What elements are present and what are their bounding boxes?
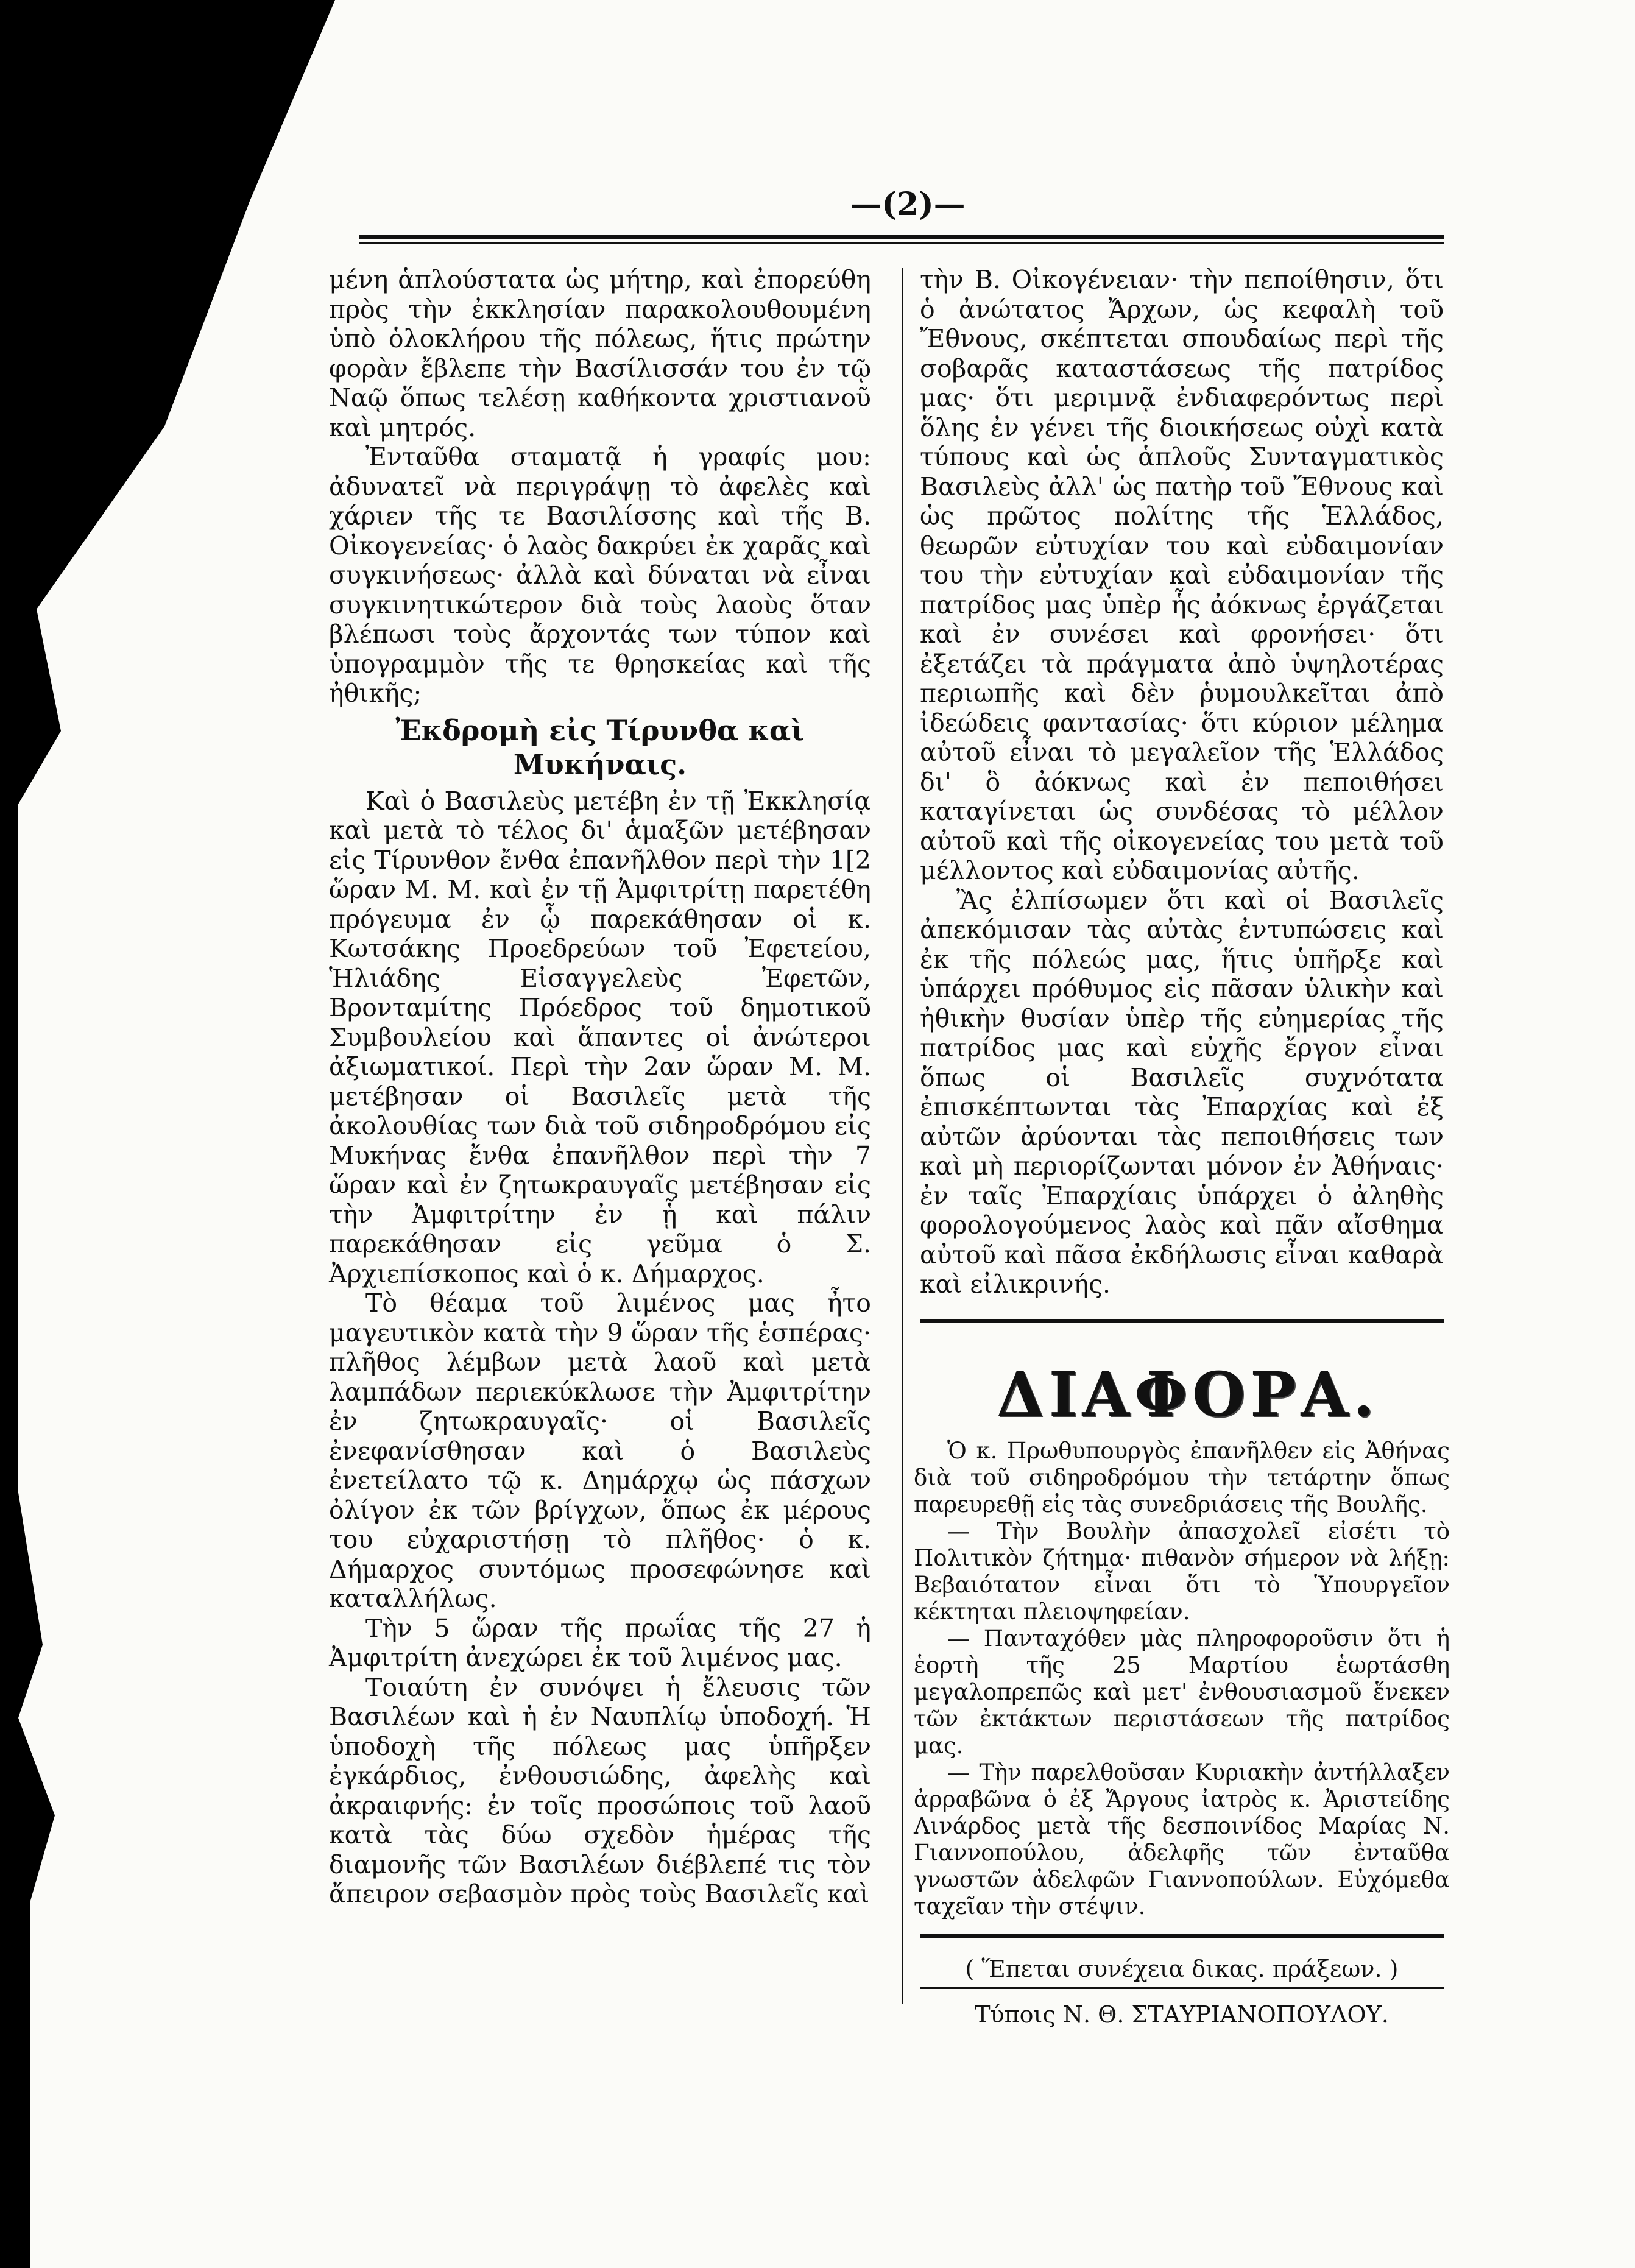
- news-item: — Τὴν Βουλὴν ἀπασχολεῖ εἰσέτι τὸ Πολιτικὸν ζήτημα· πιθανὸν σήμερον νὰ λήξῃ: Βεβαιότατον εἶναι ὅτι τὸ Ὑπουργεῖον κέκτηται πλειοψηφείαν.: [914, 1518, 1450, 1625]
- paragraph: Τὴν 5 ὥραν τῆς πρωΐας τῆς 27 ἡ Ἀμφιτρίτη ἀνεχώρει ἐκ τοῦ λιμένος μας.: [329, 1613, 871, 1672]
- column-divider: [902, 268, 903, 2004]
- paragraph: μένη ἁπλούστατα ὡς μήτηρ, καὶ ἐπορεύθη πρὸς τὴν ἐκκλησίαν παρακολουθουμένη ὑπὸ ὁλοκλήρου τῆς πόλεως, ἥτις πρώτην φορὰν ἔβλεπε τὴν Βασίλισσάν του ἐν τῷ Ναῷ ὅπως τελέσῃ καθήκοντα χριστιανοῦ καὶ μητρός.: [329, 265, 871, 442]
- section-title: ΔΙΑΦΟΡΑ.: [997, 1358, 1379, 1430]
- news-item: Ὁ κ. Πρωθυπουργὸς ἐπανῆλθεν εἰς Ἀθήνας διὰ τοῦ σιδηροδρόμου τὴν τετάρτην ὅπως παρευρεθῇ εἰς τὰς συνεδριάσεις τῆς Βουλῆς.: [914, 1438, 1450, 1517]
- left-column: [329, 265, 871, 1909]
- right-column: [920, 265, 1444, 1299]
- news-item: — Τὴν παρελθοῦσαν Κυριακὴν ἀντήλλαξεν ἀρραβῶνα ὁ ἐξ Ἄργους ἰατρὸς κ. Ἀριστείδης Λινάρδος μετὰ τῆς δεσποινίδος Μαρίας Ν. Γιαννοπούλου, ἀδελφῆς τῶν ἐνταῦθα γνωστῶν ἀδελφῶν Γιαννοπούλων. Εὐχόμεθα ταχεῖαν τὴν στέψιν.: [914, 1759, 1450, 1920]
- top-rule: [359, 235, 1444, 239]
- top-rule-thin: [359, 242, 1444, 244]
- paragraph: Τὸ θέαμα τοῦ λιμένος μας ἦτο μαγευτικὸν κατὰ τὴν 9 ὥραν τῆς ἑσπέρας· πλῆθος λέμβων μετὰ λαοῦ καὶ μετὰ λαμπάδων περιεκύκλωσε τὴν Ἀμφιτρίτην ἐν ζητωκραυγαῖς· οἱ Βασιλεῖς ἐνεφανίσθησαν καὶ ὁ Βασιλεὺς ἐνετείλατο τῷ κ. Δημάρχῳ ὡς πάσχων ὀλίγον ἐκ τῶν βρίγχων, ὅπως ἐκ μέρους του εὐχαριστήσῃ τὸ πλῆθος· ὁ κ. Δήμαρχος συντόμως προσεφώνησε καὶ καταλλήλως.: [329, 1288, 871, 1613]
- paragraph: Ἐνταῦθα σταματᾷ ἡ γραφίς μου: ἀδυνατεῖ νὰ περιγράψῃ τὸ ἀφελὲς καὶ χάριεν τῆς τε Βασιλίσσης καὶ τῆς Β. Οἰκογενείας· ὁ λαὸς δακρύει ἐκ χαρᾶς καὶ συγκινήσεως· ἀλλὰ καὶ δύναται νὰ εἶναι συγκινητικώτερον διὰ τοὺς λαοὺς ὅταν βλέπωσι τοὺς ἄρχοντάς των τύπον καὶ ὑπογραμμὸν τῆς τε θρησκείας καὶ τῆς ἠθικῆς;: [329, 442, 871, 708]
- footer-rule: [920, 1934, 1444, 1938]
- paragraph: Καὶ ὁ Βασιλεὺς μετέβη ἐν τῇ Ἐκκλησίᾳ καὶ μετὰ τὸ τέλος δι' ἁμαξῶν μετέβησαν εἰς Τίρυνθον ἔνθα ἐπανῆλθον περὶ τὴν 1[2 ὥραν Μ. Μ. καὶ ἐν τῇ Ἀμφιτρίτῃ παρετέθη πρόγευμα ἐν ᾧ παρεκάθησαν οἱ κ. Κωτσάκης Προεδρεύων τοῦ Ἐφετείου, Ἡλιάδης Εἰσαγγελεὺς Ἐφετῶν, Βρονταμίτης Πρόεδρος τοῦ δημοτικοῦ Συμβουλείου καὶ ἅπαντες οἱ ἀνώτεροι ἀξιωματικοί. Περὶ τὴν 2αν ὥραν Μ. Μ. μετέβησαν οἱ Βασιλεῖς μετὰ τῆς ἀκολουθίας των διὰ τοῦ σιδηροδρόμου εἰς Μυκήνας ἔνθα ἐπανῆλθον περὶ τὴν 7 ὥραν καὶ ἐν ζητωκραυγαῖς μετέβησαν εἰς τὴν Ἀμφιτρίτην ἐν ᾗ καὶ πάλιν παρεκάθησαν εἰς γεῦμα ὁ Σ. Ἀρχιεπίσκοπος καὶ ὁ κ. Δήμαρχος.: [329, 786, 871, 1288]
- news-item: — Πανταχόθεν μὰς πληροφοροῦσιν ὅτι ἡ ἑορτὴ τῆς 25 Μαρτίου ἑωρτάσθη μεγαλοπρεπῶς καὶ μετ' ἐνθουσιασμοῦ ἕνεκεν τῶν ἐκτάκτων περιστάσεων τῆς πατρίδος μας.: [914, 1625, 1450, 1759]
- paragraph: τὴν Β. Οἰκογένειαν· τὴν πεποίθησιν, ὅτι ὁ ἀνώτατος Ἄρχων, ὡς κεφαλὴ τοῦ Ἔθνους, σκέπτεται σπουδαίως περὶ τῆς σοβαρᾶς καταστάσεως τῆς πατρίδος μας· ὅτι μεριμνᾷ ἐνδιαφερόντως περὶ ὅλης ἐν γένει τῆς διοικήσεως οὐχὶ κατὰ τύπους καὶ ὡς ἁπλοῦς Συνταγματικὸς Βασιλεὺς ἀλλ' ὡς πατὴρ τοῦ Ἔθνους καὶ ὡς πρῶτος πολίτης τῆς Ἑλλάδος, θεωρῶν εὐτυχίαν του καὶ εὐδαιμονίαν του τὴν εὐτυχίαν καὶ εὐδαιμονίαν τῆς πατρίδος μας ὑπὲρ ἧς ἀόκνως ἐργάζεται καὶ ἐν συνέσει καὶ φρονήσει· ὅτι ἐξετάζει τὰ πράγματα ἀπὸ ὑψηλοτέρας περιωπῆς καὶ δὲν ῥυμουλκεῖται ἀπὸ ἰδεώδεις φαντασίας· ὅτι κύριον μέλημα αὐτοῦ εἶναι τὸ μεγαλεῖον τῆς Ἑλλάδος δι' ὃ ἀόκνως καὶ ἐν πεποιθήσει καταγίνεται ὡς συνδέσας τὸ μέλλον αὐτοῦ καὶ τῆς οἰκογενείας του μετὰ τοῦ μέλλοντος καὶ εὐδαιμονίας αὐτῆς.: [920, 265, 1444, 885]
- section-rule: [920, 1319, 1444, 1323]
- news-items: [914, 1438, 1450, 1920]
- footer-rule-2: [920, 1987, 1444, 1989]
- printer-credit: Τύποις Ν. Θ. ΣΤΑΥΡΙΑΝΟΠΟΥΛΟΥ.: [975, 2001, 1389, 2028]
- section-heading: Ἐκδρομὴ εἰς Τίρυνθα καὶ Μυκήναις.: [395, 713, 805, 781]
- paragraph: Τοιαύτη ἐν συνόψει ἡ ἔλευσις τῶν Βασιλέων καὶ ἡ ἐν Ναυπλίῳ ὑποδοχή. Ἡ ὑποδοχὴ τῆς πόλεως μας ὑπῆρξεν ἐγκάρδιος, ἐνθουσιώδης, ἀφελὴς καὶ ἀκραιφνής: ἐν τοῖς προσώποις τοῦ λαοῦ κατὰ τὰς δύω σχεδὸν ἡμέρας τῆς διαμονῆς τῶν Βασιλέων διέβλεπέ τις τὸν ἄπειρον σεβασμὸν πρὸς τοὺς Βασιλεῖς καὶ: [329, 1672, 871, 1909]
- continuation-note: ( Ἕπεται συνέχεια δικας. πράξεων. ): [965, 1955, 1399, 1982]
- paragraph: Ἂς ἐλπίσωμεν ὅτι καὶ οἱ Βασιλεῖς ἀπεκόμισαν τὰς αὐτὰς ἐντυπώσεις καὶ ἐκ τῆς πόλεώς μας, ἥτις ὑπῆρξε καὶ ὑπάρχει πρόθυμος εἰς πᾶσαν ὑλικὴν καὶ ἠθικὴν θυσίαν ὑπὲρ τῆς εὐημερίας τῆς πατρίδος μας καὶ εὐχῆς ἔργον εἶναι ὅπως οἱ Βασιλεῖς συχνότατα ἐπισκέπτωνται τὰς Ἐπαρχίας καὶ ἐξ αὐτῶν ἀρύονται τὰς πεποιθήσεις των καὶ μὴ περιορίζωνται μόνον ἐν Ἀθήναις· ἐν ταῖς Ἐπαρχίαις ὑπάρχει ὁ ἀληθὴς φορολογούμενος λαὸς καὶ πᾶν αἴσθημα αὐτοῦ καὶ πᾶσα ἐκδήλωσις εἶναι καθαρὰ καὶ εἰλικρινής.: [920, 885, 1444, 1299]
- page-number: —(2)—: [850, 186, 966, 223]
